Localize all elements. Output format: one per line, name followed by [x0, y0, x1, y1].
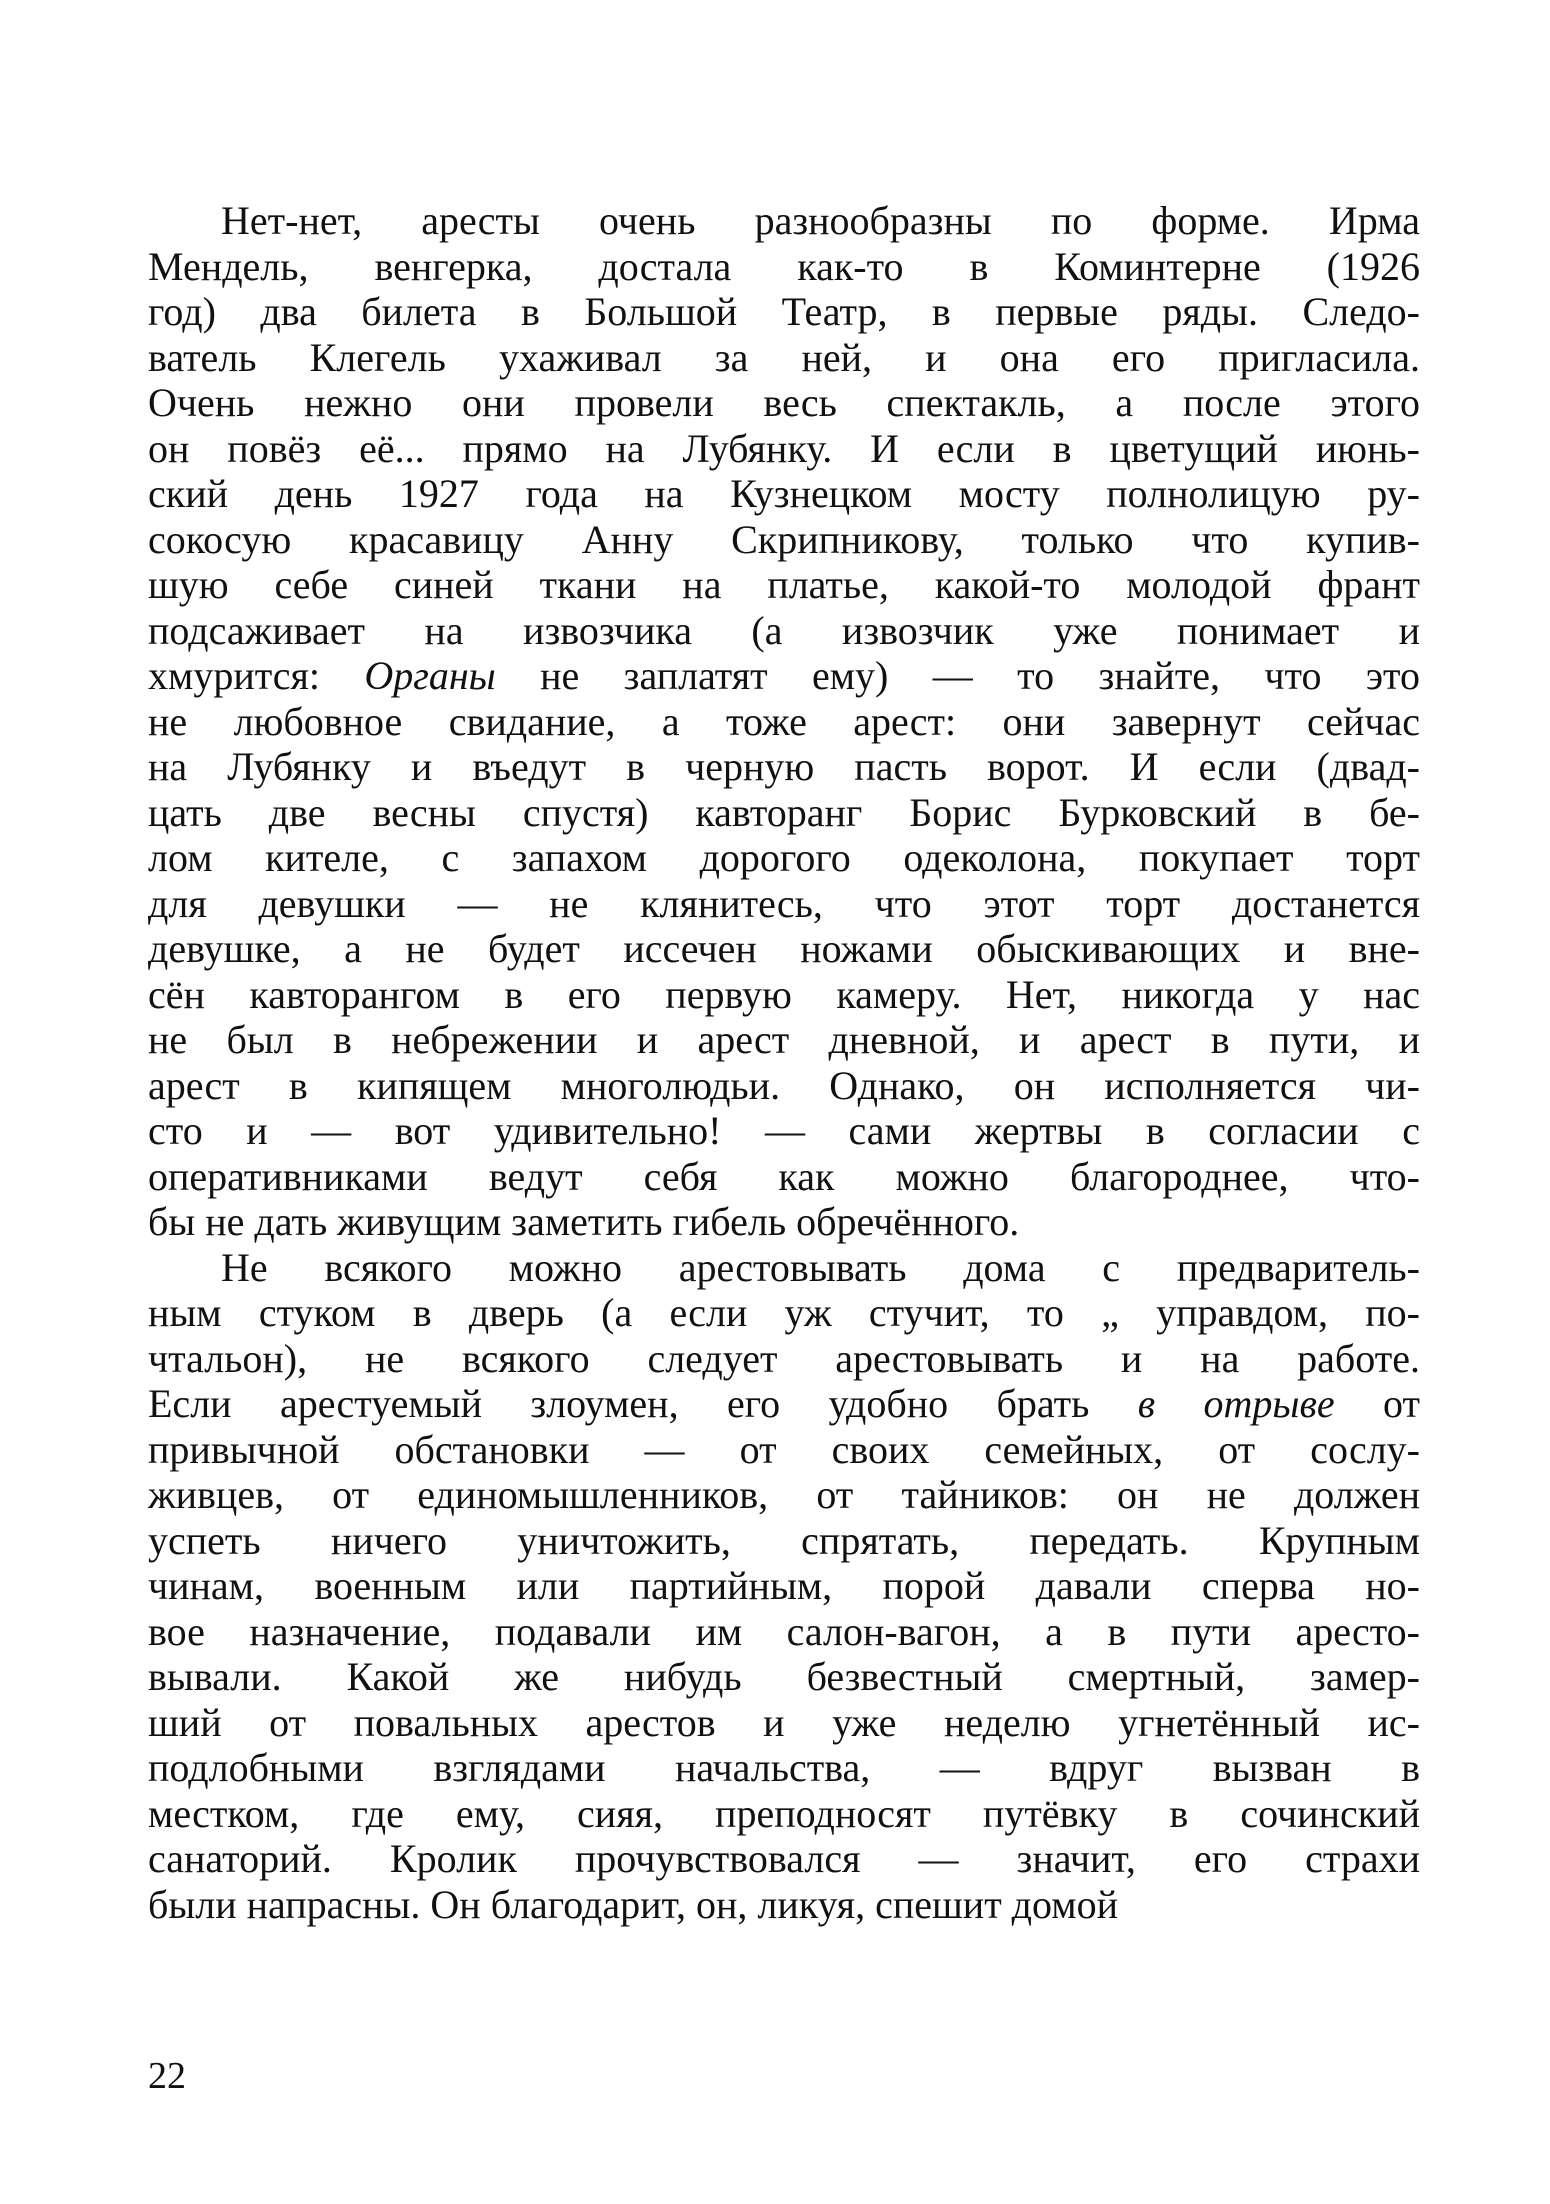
text-segment: для девушки — не клянитесь, что этот торт достанется	[148, 880, 1420, 926]
text-segment: Если арестуемый злоумен, его удобно брать	[148, 1381, 1138, 1426]
text-segment: чтальон), не всякого следует арестовывать и на работе.	[148, 1335, 1420, 1381]
text-segment: сто и — вот удивительно! — сами жертвы в согласии с	[148, 1108, 1420, 1153]
text-segment: год) два билета в Большой Театр, в первые ряды. Следо-	[148, 289, 1420, 334]
text-line	[148, 1882, 1420, 1928]
text-line	[148, 835, 1420, 881]
text-segment: вое назначение, подавали им салон-вагон, а в пути аресто-	[148, 1608, 1420, 1654]
text-line	[148, 1245, 1420, 1291]
text-line	[148, 790, 1420, 836]
text-segment: живцев, от единомышленников, от тайников: он не должен	[148, 1472, 1420, 1517]
text-segment: он повёз её... прямо на Лубянку. И если в цветущий июнь-	[148, 425, 1420, 471]
text-line	[148, 1518, 1420, 1564]
text-line	[148, 1700, 1420, 1746]
text-line	[148, 1381, 1420, 1427]
text-line	[148, 1609, 1420, 1655]
text-line	[148, 1199, 1420, 1245]
text-segment: ший от повальных арестов и уже неделю угнетённый ис-	[148, 1699, 1420, 1745]
text-line	[148, 881, 1420, 927]
text-line	[148, 426, 1420, 472]
text-segment: успеть ничего уничтожить, спрятать, передать. Крупным	[148, 1517, 1420, 1563]
text-segment: Мендель, венгерка, достала как-то в Коминтерне (1926	[148, 243, 1420, 289]
text-line	[148, 1836, 1420, 1882]
text-segment: ватель Клегель ухаживал за ней, и она его пригласила.	[148, 334, 1420, 380]
paragraph	[148, 1245, 1420, 1928]
text-segment: привычной обстановки — от своих семейных, от сослу-	[148, 1426, 1420, 1472]
text-line	[148, 1427, 1420, 1473]
text-segment: Очень нежно они провели весь спектакль, а после этого	[148, 380, 1420, 425]
text-line	[148, 653, 1420, 699]
text-segment: были напрасны. Он благодарит, он, ликуя, спешит домой	[148, 1881, 1118, 1927]
text-segment: не был в небрежении и арест дневной, и арест в пути, и	[148, 1017, 1420, 1062]
text-segment: лом кителе, с запахом дорогого одеколона, покупает торт	[148, 835, 1420, 880]
text-line	[148, 1017, 1420, 1063]
text-line	[148, 289, 1420, 335]
text-segment: арест в кипящем многолюдьи. Однако, он исполняется чи-	[148, 1062, 1420, 1108]
text-segment: подсаживает на извозчика (а извозчик уже понимает и	[148, 607, 1420, 653]
text-segment: не заплатят ему) — то знайте, что это	[495, 653, 1420, 698]
text-line	[148, 1745, 1420, 1791]
text-line	[148, 1154, 1420, 1200]
text-line	[148, 1791, 1420, 1837]
text-line	[148, 471, 1420, 517]
text-line	[148, 608, 1420, 654]
text-segment: Нет-нет, аресты очень разнообразны по форме. Ирма	[221, 198, 1420, 243]
text-segment: подлобными взглядами начальства, — вдруг вызван в	[148, 1745, 1420, 1790]
text-segment: сён кавторангом в его первую камеру. Нет, никогда у нас	[148, 971, 1420, 1017]
text-segment: ным стуком в дверь (а если уж стучит, то „ управдом, по-	[148, 1290, 1420, 1335]
text-line	[148, 244, 1420, 290]
text-line	[148, 972, 1420, 1018]
text-segment: Не всякого можно арестовывать дома с предваритель-	[221, 1244, 1420, 1290]
text-line	[148, 1654, 1420, 1700]
text-segment: шую себе синей ткани на платье, какой-то молодой франт	[148, 562, 1420, 607]
text-line	[148, 926, 1420, 972]
text-line	[148, 562, 1420, 608]
text-segment: местком, где ему, сияя, преподносят путёвку в сочинский	[148, 1790, 1420, 1836]
italic-emphasis: Органы	[364, 653, 496, 698]
text-segment: на Лубянку и въедут в черную пасть ворот. И если (двад-	[148, 744, 1420, 789]
text-line	[148, 1290, 1420, 1336]
page-number: 22	[148, 2055, 186, 2097]
text-line	[148, 699, 1420, 745]
text-line	[148, 335, 1420, 381]
text-segment: вывали. Какой же нибудь безвестный смертный, замер-	[148, 1654, 1420, 1699]
text-line	[148, 1563, 1420, 1609]
text-line	[148, 517, 1420, 563]
text-segment: не любовное свидание, а тоже арест: они завернут сейчас	[148, 698, 1420, 744]
text-line	[148, 380, 1420, 426]
text-line	[148, 198, 1420, 244]
text-segment: хмурится:	[148, 653, 365, 698]
text-segment: ский день 1927 года на Кузнецком мосту полнолицую ру-	[148, 471, 1420, 516]
body-text	[148, 198, 1420, 1927]
text-line	[148, 1108, 1420, 1154]
text-line	[148, 1336, 1420, 1382]
text-segment: оперативниками ведут себя как можно благороднее, что-	[148, 1153, 1420, 1199]
paragraph	[148, 198, 1420, 1245]
text-line	[148, 744, 1420, 790]
text-segment: сокосую красавицу Анну Скрипникову, только что купив-	[148, 516, 1420, 562]
text-segment: чинам, военным или партийным, порой давали сперва но-	[148, 1563, 1420, 1608]
text-segment: цать две весны спустя) кавторанг Борис Бурковский в бе-	[148, 789, 1420, 835]
text-line	[148, 1063, 1420, 1109]
text-segment: девушке, а не будет иссечен ножами обыскивающих и вне-	[148, 926, 1420, 971]
text-segment: санаторий. Кролик прочувствовался — значит, его страхи	[148, 1836, 1420, 1881]
italic-emphasis: в отрыве	[1137, 1381, 1335, 1426]
text-segment: бы не дать живущим заметить гибель обречённого.	[148, 1199, 1020, 1244]
text-line	[148, 1472, 1420, 1518]
text-segment: от	[1334, 1381, 1420, 1426]
